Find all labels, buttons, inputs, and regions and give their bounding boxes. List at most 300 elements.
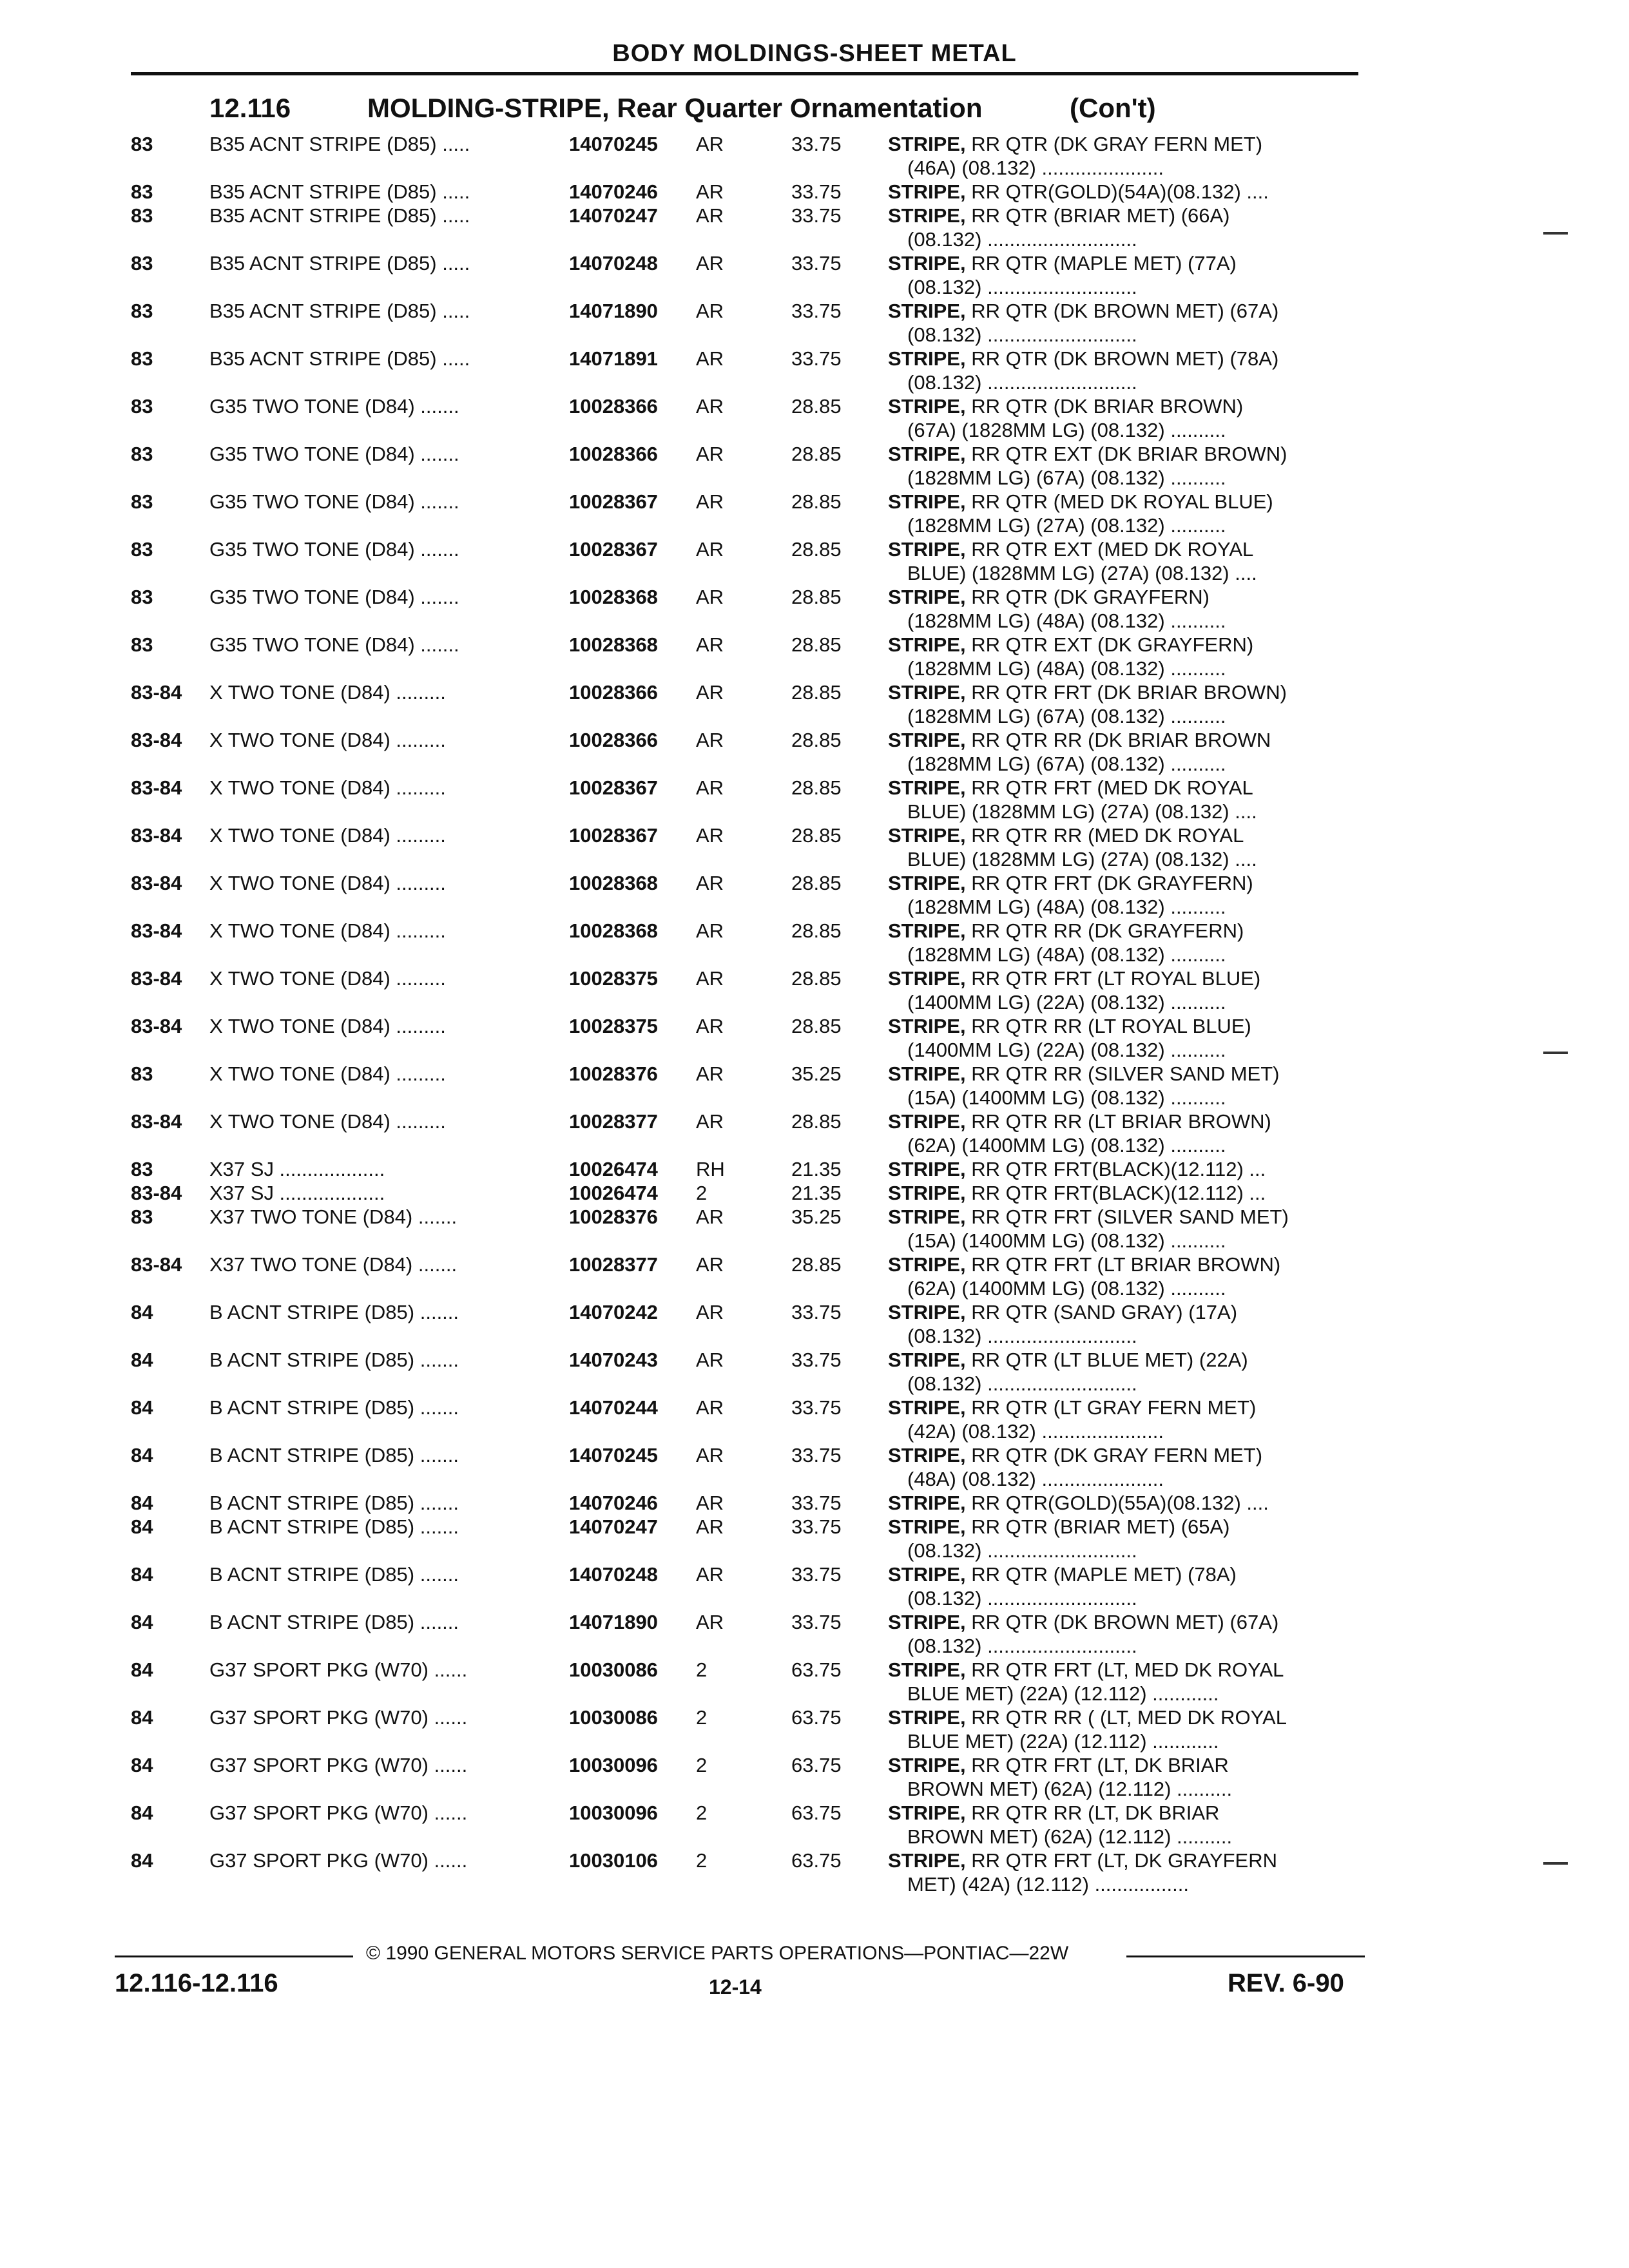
description-line-1: RR QTR (DK GRAY FERN MET) — [971, 1444, 1263, 1466]
description-line-1: RR QTR FRT (LT BRIAR BROWN) — [971, 1253, 1281, 1276]
description-line-1: RR QTR(GOLD)(54A)(08.132) .... — [971, 180, 1269, 203]
description-keyword: STRIPE, — [888, 824, 966, 847]
description-line-1: RR QTR RR (LT, DK BRIAR — [971, 1802, 1220, 1824]
part-number: 10028367 — [569, 490, 658, 513]
part-number: 14070247 — [569, 1515, 658, 1538]
description-keyword: STRIPE, — [888, 1658, 966, 1681]
description-line-2: (62A) (1400MM LG) (08.132) .......... — [907, 1134, 1226, 1157]
description-line-2: (15A) (1400MM LG) (08.132) .......... — [907, 1086, 1226, 1109]
price: 28.85 — [791, 967, 842, 990]
model-year: 84 — [131, 1444, 153, 1466]
application: G35 TWO TONE (D84) ....... — [209, 395, 459, 418]
price: 33.75 — [791, 204, 842, 227]
description-keyword: STRIPE, — [888, 133, 966, 155]
description-line-1: RR QTR (MAPLE MET) (77A) — [971, 252, 1237, 274]
model-year: 83 — [131, 633, 153, 656]
application: X TWO TONE (D84) ......... — [209, 729, 446, 751]
description-line-1: RR QTR RR (SILVER SAND MET) — [971, 1062, 1280, 1085]
part-number: 14071890 — [569, 1611, 658, 1633]
application: B ACNT STRIPE (D85) ....... — [209, 1492, 459, 1514]
part-number: 10028367 — [569, 824, 658, 847]
quantity: AR — [696, 681, 724, 704]
margin-tick — [1543, 1052, 1568, 1054]
part-description — [888, 442, 1362, 490]
model-year: 84 — [131, 1706, 153, 1729]
description-line-2: (1828MM LG) (67A) (08.132) .......... — [907, 466, 1226, 489]
model-year: 83-84 — [131, 1182, 182, 1204]
description-line-2: BLUE) (1828MM LG) (27A) (08.132) .... — [907, 800, 1257, 823]
table-row — [0, 823, 1629, 871]
description-line-1: RR QTR EXT (MED DK ROYAL — [971, 538, 1254, 561]
part-description — [888, 633, 1362, 680]
description-line-2: (08.132) ........................... — [907, 371, 1137, 394]
description-line-1: RR QTR RR (DK GRAYFERN) — [971, 919, 1244, 942]
description-line-1: RR QTR FRT(BLACK)(12.112) ... — [971, 1182, 1266, 1204]
description-line-1: RR QTR RR (DK BRIAR BROWN — [971, 729, 1271, 751]
application: B35 ACNT STRIPE (D85) ..... — [209, 133, 470, 155]
description-line-2: (67A) (1828MM LG) (08.132) .......... — [907, 419, 1226, 441]
part-description — [888, 1515, 1362, 1562]
model-year: 83-84 — [131, 776, 182, 799]
description-line-1: RR QTR(GOLD)(55A)(08.132) .... — [971, 1492, 1269, 1514]
description-line-1: RR QTR (LT BLUE MET) (22A) — [971, 1349, 1248, 1371]
description-line-2: BLUE MET) (22A) (12.112) ............ — [907, 1682, 1219, 1705]
description-line-1: RR QTR (BRIAR MET) (66A) — [971, 204, 1230, 227]
application: X TWO TONE (D84) ......... — [209, 681, 446, 704]
description-line-2: BLUE) (1828MM LG) (27A) (08.132) .... — [907, 562, 1257, 584]
description-line-1: RR QTR FRT (LT, DK GRAYFERN — [971, 1849, 1278, 1872]
part-number: 10030086 — [569, 1706, 658, 1729]
application: X TWO TONE (D84) ......... — [209, 1062, 446, 1085]
part-description — [888, 1753, 1362, 1801]
price: 28.85 — [791, 633, 842, 656]
description-line-2: (1828MM LG) (67A) (08.132) .......... — [907, 753, 1226, 775]
price: 28.85 — [791, 824, 842, 847]
footer-section-range: 12.116-12.116 — [115, 1969, 278, 1997]
header-rule — [131, 72, 1358, 75]
part-description — [888, 347, 1362, 394]
description-line-2: (08.132) ........................... — [907, 323, 1137, 346]
price: 63.75 — [791, 1658, 842, 1681]
table-row — [0, 1062, 1629, 1110]
model-year: 84 — [131, 1301, 153, 1323]
footer-copyright-row — [0, 1943, 1629, 1968]
description-line-2: (1828MM LG) (48A) (08.132) .......... — [907, 657, 1226, 680]
table-row — [0, 1014, 1629, 1062]
table-row — [0, 871, 1629, 919]
quantity: AR — [696, 490, 724, 513]
description-keyword: STRIPE, — [888, 443, 966, 465]
part-description — [888, 1062, 1362, 1110]
table-row — [0, 1205, 1629, 1253]
model-year: 83 — [131, 538, 153, 561]
table-row — [0, 490, 1629, 537]
quantity: 2 — [696, 1849, 708, 1872]
description-keyword: STRIPE, — [888, 180, 966, 203]
quantity: AR — [696, 1301, 724, 1323]
model-year: 83 — [131, 443, 153, 465]
description-keyword: STRIPE, — [888, 1158, 966, 1180]
part-description — [888, 1491, 1362, 1515]
part-description — [888, 680, 1362, 728]
application: B ACNT STRIPE (D85) ....... — [209, 1611, 459, 1633]
table-row — [0, 1562, 1629, 1610]
description-keyword: STRIPE, — [888, 633, 966, 656]
quantity: 2 — [696, 1658, 708, 1681]
description-keyword: STRIPE, — [888, 1182, 966, 1204]
model-year: 83 — [131, 347, 153, 370]
model-year: 84 — [131, 1849, 153, 1872]
model-year: 84 — [131, 1611, 153, 1633]
application: G37 SPORT PKG (W70) ...... — [209, 1849, 468, 1872]
description-keyword: STRIPE, — [888, 1206, 966, 1228]
part-description — [888, 776, 1362, 823]
part-number: 10030106 — [569, 1849, 658, 1872]
description-line-1: RR QTR (LT GRAY FERN MET) — [971, 1396, 1257, 1419]
part-number: 10028366 — [569, 729, 658, 751]
quantity: 2 — [696, 1706, 708, 1729]
description-keyword: STRIPE, — [888, 1301, 966, 1323]
description-keyword: STRIPE, — [888, 1396, 966, 1419]
part-number: 10028377 — [569, 1110, 658, 1133]
description-keyword: STRIPE, — [888, 1110, 966, 1133]
part-description — [888, 1801, 1362, 1849]
part-number: 10028367 — [569, 776, 658, 799]
application: B ACNT STRIPE (D85) ....... — [209, 1396, 459, 1419]
quantity: AR — [696, 1349, 724, 1371]
footer-rule-left — [115, 1956, 353, 1957]
quantity: AR — [696, 776, 724, 799]
application: B ACNT STRIPE (D85) ....... — [209, 1349, 459, 1371]
price: 33.75 — [791, 252, 842, 274]
price: 33.75 — [791, 1611, 842, 1633]
part-description — [888, 1443, 1362, 1491]
quantity: AR — [696, 538, 724, 561]
part-number: 10030086 — [569, 1658, 658, 1681]
part-description — [888, 1253, 1362, 1300]
description-line-1: RR QTR RR (LT BRIAR BROWN) — [971, 1110, 1271, 1133]
model-year: 84 — [131, 1349, 153, 1371]
description-line-2: (1400MM LG) (22A) (08.132) .......... — [907, 991, 1226, 1014]
part-description — [888, 1610, 1362, 1658]
part-number: 10028376 — [569, 1062, 658, 1085]
description-keyword: STRIPE, — [888, 1563, 966, 1586]
price: 33.75 — [791, 300, 842, 322]
price: 28.85 — [791, 395, 842, 418]
table-row — [0, 1515, 1629, 1562]
quantity: AR — [696, 1611, 724, 1633]
description-keyword: STRIPE, — [888, 1849, 966, 1872]
application: X TWO TONE (D84) ......... — [209, 919, 446, 942]
part-number: 14070246 — [569, 1492, 658, 1514]
part-description — [888, 1300, 1362, 1348]
table-row — [0, 728, 1629, 776]
description-keyword: STRIPE, — [888, 347, 966, 370]
price: 63.75 — [791, 1706, 842, 1729]
price: 28.85 — [791, 538, 842, 561]
part-number: 10028367 — [569, 538, 658, 561]
application: B35 ACNT STRIPE (D85) ..... — [209, 347, 470, 370]
model-year: 84 — [131, 1515, 153, 1538]
description-keyword: STRIPE, — [888, 252, 966, 274]
description-keyword: STRIPE, — [888, 776, 966, 799]
price: 33.75 — [791, 1563, 842, 1586]
application: G35 TWO TONE (D84) ....... — [209, 538, 459, 561]
quantity: 2 — [696, 1802, 708, 1824]
section-number: 12.116 — [209, 93, 291, 123]
description-keyword: STRIPE, — [888, 872, 966, 894]
part-description — [888, 537, 1362, 585]
description-line-1: RR QTR FRT (DK GRAYFERN) — [971, 872, 1253, 894]
part-description — [888, 1181, 1362, 1205]
description-line-1: RR QTR FRT (LT, MED DK ROYAL — [971, 1658, 1284, 1681]
part-description — [888, 204, 1362, 251]
quantity: AR — [696, 443, 724, 465]
table-row — [0, 1706, 1629, 1753]
table-row — [0, 633, 1629, 680]
description-keyword: STRIPE, — [888, 1492, 966, 1514]
description-line-2: BROWN MET) (62A) (12.112) .......... — [907, 1778, 1233, 1800]
part-description — [888, 180, 1362, 204]
model-year: 83 — [131, 586, 153, 608]
description-keyword: STRIPE, — [888, 1611, 966, 1633]
part-description — [888, 871, 1362, 919]
table-row — [0, 132, 1629, 180]
model-year: 83 — [131, 395, 153, 418]
application: G35 TWO TONE (D84) ....... — [209, 443, 459, 465]
quantity: AR — [696, 395, 724, 418]
model-year: 83-84 — [131, 919, 182, 942]
model-year: 84 — [131, 1396, 153, 1419]
description-line-1: RR QTR EXT (DK GRAYFERN) — [971, 633, 1254, 656]
description-line-2: (1828MM LG) (48A) (08.132) .......... — [907, 610, 1226, 632]
description-line-2: (1828MM LG) (48A) (08.132) .......... — [907, 896, 1226, 918]
table-row — [0, 585, 1629, 633]
description-keyword: STRIPE, — [888, 1515, 966, 1538]
application: B35 ACNT STRIPE (D85) ..... — [209, 300, 470, 322]
description-line-1: RR QTR (DK BROWN MET) (67A) — [971, 300, 1279, 322]
description-line-2: BROWN MET) (62A) (12.112) .......... — [907, 1825, 1233, 1848]
footer-copyright: © 1990 GENERAL MOTORS SERVICE PARTS OPERATIONS—PONTIAC—22W — [366, 1943, 1069, 1964]
description-line-2: (08.132) ........................... — [907, 1587, 1137, 1610]
application: X TWO TONE (D84) ......... — [209, 824, 446, 847]
table-row — [0, 1849, 1629, 1896]
description-line-1: RR QTR FRT(BLACK)(12.112) ... — [971, 1158, 1266, 1180]
part-number: 14070247 — [569, 204, 658, 227]
quantity: AR — [696, 300, 724, 322]
quantity: AR — [696, 252, 724, 274]
part-description — [888, 1348, 1362, 1396]
model-year: 83 — [131, 490, 153, 513]
model-year: 83 — [131, 180, 153, 203]
table-row — [0, 537, 1629, 585]
price: 28.85 — [791, 872, 842, 894]
part-number: 10028366 — [569, 395, 658, 418]
price: 35.25 — [791, 1062, 842, 1085]
application: G35 TWO TONE (D84) ....... — [209, 490, 459, 513]
description-keyword: STRIPE, — [888, 586, 966, 608]
price: 63.75 — [791, 1849, 842, 1872]
description-line-2: (46A) (08.132) ...................... — [907, 157, 1164, 179]
part-description — [888, 1157, 1362, 1181]
quantity: AR — [696, 872, 724, 894]
part-number: 10028368 — [569, 633, 658, 656]
quantity: AR — [696, 1062, 724, 1085]
model-year: 83 — [131, 252, 153, 274]
application: X37 SJ ................... — [209, 1158, 385, 1180]
description-line-2: BLUE MET) (22A) (12.112) ............ — [907, 1730, 1219, 1753]
table-row — [0, 1610, 1629, 1658]
price: 28.85 — [791, 443, 842, 465]
part-description — [888, 1396, 1362, 1443]
footer-rule-right — [1126, 1956, 1365, 1957]
part-description — [888, 728, 1362, 776]
description-line-2: (1400MM LG) (22A) (08.132) .......... — [907, 1039, 1226, 1061]
model-year: 84 — [131, 1492, 153, 1514]
part-number: 10028377 — [569, 1253, 658, 1276]
part-number: 14070245 — [569, 133, 658, 155]
description-line-1: RR QTR FRT (SILVER SAND MET) — [971, 1206, 1289, 1228]
application: X37 SJ ................... — [209, 1182, 385, 1204]
part-description — [888, 1562, 1362, 1610]
price: 33.75 — [791, 1492, 842, 1514]
table-row — [0, 347, 1629, 394]
table-row — [0, 1801, 1629, 1849]
part-description — [888, 1014, 1362, 1062]
application: B ACNT STRIPE (D85) ....... — [209, 1515, 459, 1538]
table-row — [0, 394, 1629, 442]
part-description — [888, 919, 1362, 966]
part-number: 14070245 — [569, 1444, 658, 1466]
application: X37 TWO TONE (D84) ....... — [209, 1206, 458, 1228]
part-description — [888, 585, 1362, 633]
model-year: 83 — [131, 133, 153, 155]
price: 35.25 — [791, 1206, 842, 1228]
description-keyword: STRIPE, — [888, 204, 966, 227]
description-line-2: (1828MM LG) (27A) (08.132) .......... — [907, 514, 1226, 537]
application: B35 ACNT STRIPE (D85) ..... — [209, 204, 470, 227]
description-keyword: STRIPE, — [888, 395, 966, 418]
model-year: 83 — [131, 204, 153, 227]
model-year: 83-84 — [131, 1015, 182, 1037]
footer-page-number: 12-14 — [709, 1975, 762, 1999]
description-line-1: RR QTR FRT (LT, DK BRIAR — [971, 1754, 1229, 1776]
part-description — [888, 1658, 1362, 1706]
application: B35 ACNT STRIPE (D85) ..... — [209, 180, 470, 203]
table-row — [0, 1300, 1629, 1348]
model-year: 84 — [131, 1802, 153, 1824]
footer-revision: REV. 6-90 — [1228, 1969, 1344, 1997]
description-keyword: STRIPE, — [888, 729, 966, 751]
description-keyword: STRIPE, — [888, 681, 966, 704]
quantity: AR — [696, 729, 724, 751]
quantity: AR — [696, 347, 724, 370]
description-line-2: (62A) (1400MM LG) (08.132) .......... — [907, 1277, 1226, 1300]
price: 28.85 — [791, 919, 842, 942]
price: 21.35 — [791, 1182, 842, 1204]
description-line-1: RR QTR (DK BROWN MET) (78A) — [971, 347, 1279, 370]
description-line-2: (1828MM LG) (48A) (08.132) .......... — [907, 943, 1226, 966]
table-row — [0, 251, 1629, 299]
application: X37 TWO TONE (D84) ....... — [209, 1253, 458, 1276]
margin-tick — [1543, 232, 1568, 235]
quantity: AR — [696, 1492, 724, 1514]
part-description — [888, 1849, 1362, 1896]
description-line-2: BLUE) (1828MM LG) (27A) (08.132) .... — [907, 848, 1257, 870]
quantity: AR — [696, 204, 724, 227]
description-keyword: STRIPE, — [888, 538, 966, 561]
application: B ACNT STRIPE (D85) ....... — [209, 1301, 459, 1323]
model-year: 83-84 — [131, 729, 182, 751]
quantity: AR — [696, 180, 724, 203]
description-keyword: STRIPE, — [888, 1253, 966, 1276]
price: 28.85 — [791, 729, 842, 751]
section-title: MOLDING-STRIPE, Rear Quarter Ornamentation — [367, 93, 983, 123]
price: 33.75 — [791, 1444, 842, 1466]
quantity: AR — [696, 1515, 724, 1538]
description-line-2: (08.132) ........................... — [907, 276, 1137, 298]
margin-tick — [1543, 1862, 1568, 1865]
section-continued: (Con't) — [1070, 93, 1156, 123]
part-number: 14071890 — [569, 300, 658, 322]
quantity: AR — [696, 1396, 724, 1419]
description-line-1: RR QTR FRT (DK BRIAR BROWN) — [971, 681, 1287, 704]
price: 33.75 — [791, 1349, 842, 1371]
table-row — [0, 1753, 1629, 1801]
table-row — [0, 776, 1629, 823]
price: 33.75 — [791, 1301, 842, 1323]
page-header-title: BODY MOLDINGS-SHEET METAL — [612, 40, 1017, 67]
table-row — [0, 299, 1629, 347]
application: B35 ACNT STRIPE (D85) ..... — [209, 252, 470, 274]
table-row — [0, 204, 1629, 251]
price: 21.35 — [791, 1158, 842, 1180]
part-description — [888, 251, 1362, 299]
application: X TWO TONE (D84) ......... — [209, 1110, 446, 1133]
model-year: 84 — [131, 1563, 153, 1586]
quantity: RH — [696, 1158, 725, 1180]
description-line-1: RR QTR RR (MED DK ROYAL — [971, 824, 1244, 847]
price: 28.85 — [791, 1253, 842, 1276]
description-line-2: (08.132) ........................... — [907, 1539, 1137, 1562]
price: 33.75 — [791, 1396, 842, 1419]
price: 28.85 — [791, 1110, 842, 1133]
description-line-1: RR QTR (BRIAR MET) (65A) — [971, 1515, 1230, 1538]
description-keyword: STRIPE, — [888, 967, 966, 990]
part-description — [888, 1110, 1362, 1157]
quantity: AR — [696, 133, 724, 155]
application: G37 SPORT PKG (W70) ...... — [209, 1802, 468, 1824]
part-description — [888, 1706, 1362, 1753]
description-keyword: STRIPE, — [888, 300, 966, 322]
description-line-2: (08.132) ........................... — [907, 1325, 1137, 1347]
table-row — [0, 1396, 1629, 1443]
description-line-1: RR QTR (MED DK ROYAL BLUE) — [971, 490, 1273, 513]
price: 28.85 — [791, 586, 842, 608]
application: X TWO TONE (D84) ......... — [209, 776, 446, 799]
model-year: 83-84 — [131, 1110, 182, 1133]
description-line-2: (48A) (08.132) ...................... — [907, 1468, 1164, 1490]
price: 28.85 — [791, 1015, 842, 1037]
part-number: 10028366 — [569, 443, 658, 465]
description-line-1: RR QTR (MAPLE MET) (78A) — [971, 1563, 1237, 1586]
description-line-1: RR QTR FRT (MED DK ROYAL — [971, 776, 1253, 799]
quantity: AR — [696, 633, 724, 656]
part-number: 14070242 — [569, 1301, 658, 1323]
table-row — [0, 1110, 1629, 1157]
description-line-1: RR QTR (DK GRAY FERN MET) — [971, 133, 1263, 155]
part-description — [888, 132, 1362, 180]
